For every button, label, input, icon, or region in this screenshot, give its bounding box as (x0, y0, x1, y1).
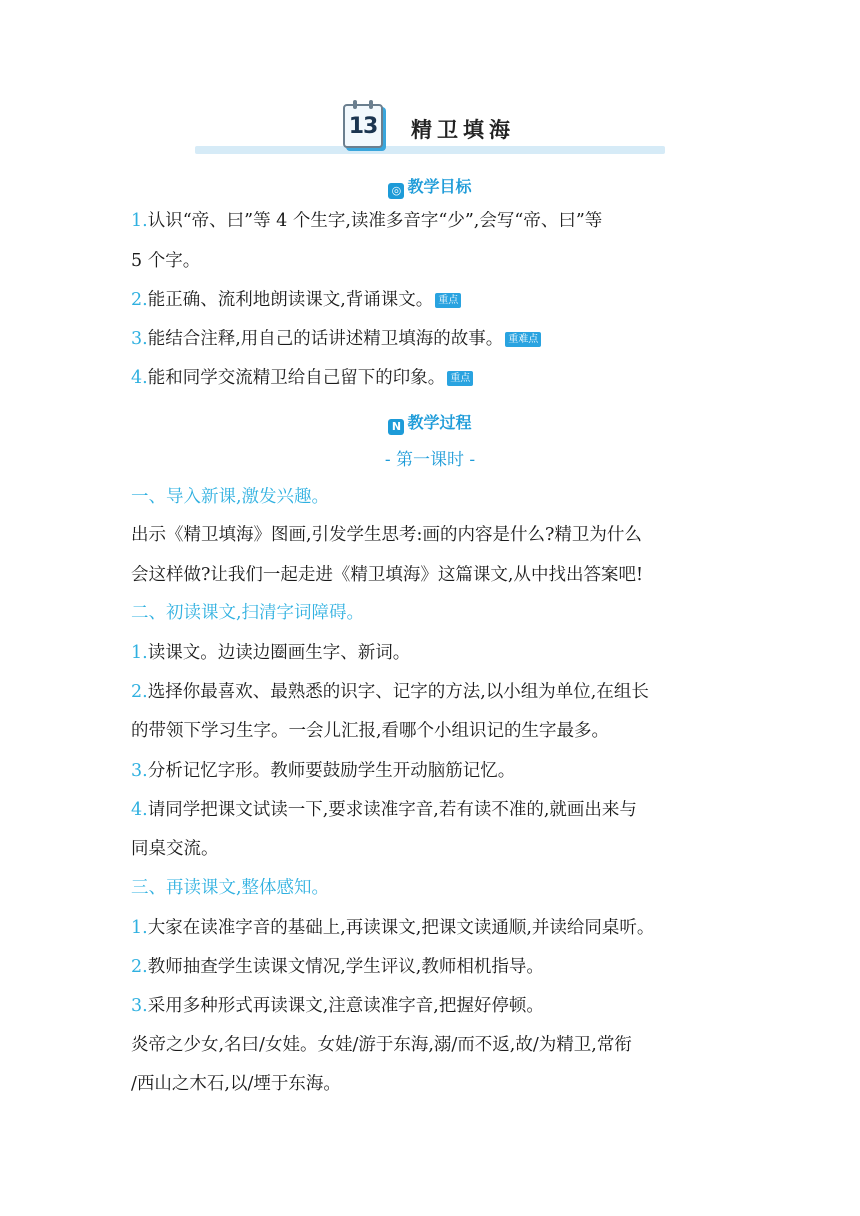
key-point-badge: 重点 (435, 293, 461, 308)
process-heading: N 教学过程 (0, 410, 860, 435)
objectives-heading: ◎ 教学目标 (0, 174, 860, 199)
lesson-title-banner (195, 100, 665, 156)
list-item-cont: 的带领下学习生字。一会儿汇报,看哪个小组识记的生字最多。 (131, 721, 610, 741)
section-title: 三、再读课文,整体感知。 (131, 878, 330, 898)
list-item-cont: 同桌交流。 (131, 839, 219, 859)
section-title: 二、初读课文,扫清字词障碍。 (131, 603, 365, 623)
objective-item: 3.能结合注释,用自己的话讲述精卫填海的故事。 重难点 (131, 327, 541, 351)
objective-item: 2.能正确、流利地朗读课文,背诵课文。 重点 (131, 288, 461, 312)
list-item: 2.教师抽查学生读课文情况,学生评议,教师相机指导。 (131, 957, 544, 977)
list-item: 3.采用多种形式再读课文,注意读准字音,把握好停顿。 (131, 996, 544, 1016)
passage-line: /西山之木石,以/堙于东海。 (131, 1074, 341, 1094)
section-title: 一、导入新课,激发兴趣。 (131, 487, 330, 507)
list-item: 3.分析记忆字形。教师要鼓励学生开动脑筋记忆。 (131, 761, 516, 781)
title-underline (195, 146, 665, 154)
list-item: 1.读课文。边读边圈画生字、新词。 (131, 643, 411, 663)
key-point-badge: 重点 (447, 371, 473, 386)
session-label: - 第一课时 - (384, 450, 476, 470)
lesson-number-badge (343, 104, 383, 148)
target-icon: ◎ (388, 183, 404, 199)
lesson-number: 13 (348, 113, 378, 139)
list-item: 1.大家在读准字音的基础上,再读课文,把课文读通顺,并读给同桌听。 (131, 918, 655, 938)
page-title: 精卫填海 (411, 118, 515, 142)
passage-line: 炎帝之少女,名曰/女娃。女娃/游于东海,溺/而不返,故/为精卫,常衔 (131, 1035, 632, 1055)
process-icon: N (388, 419, 404, 435)
list-item: 4.请同学把课文试读一下,要求读准字音,若有读不准的,就画出来与 (131, 800, 637, 820)
objective-item: 1.认识“帝、曰”等 4 个生字,读准多音字“少”,会写“帝、曰”等 (131, 211, 603, 231)
difficult-point-badge: 重难点 (505, 332, 541, 347)
paragraph-line: 出示《精卫填海》图画,引发学生思考:画的内容是什么?精卫为什么 (131, 525, 642, 545)
objective-item-cont: 5 个字。 (131, 251, 201, 271)
objective-item: 4.能和同学交流精卫给自己留下的印象。 重点 (131, 366, 473, 390)
paragraph-line: 会这样做?让我们一起走进《精卫填海》这篇课文,从中找出答案吧! (131, 565, 643, 585)
list-item: 2.选择你最喜欢、最熟悉的识字、记字的方法,以小组为单位,在组长 (131, 682, 649, 702)
